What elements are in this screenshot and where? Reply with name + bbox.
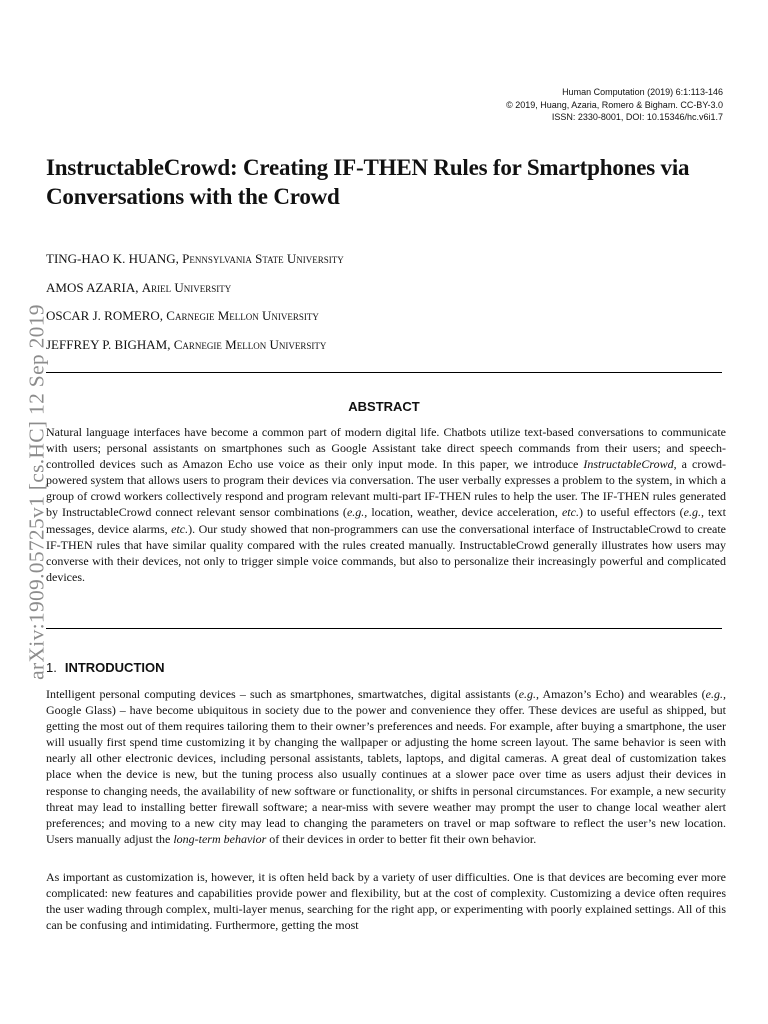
copyright-line: © 2019, Huang, Azaria, Romero & Bigham. CC-BY-3.0: [506, 99, 723, 110]
section-number: 1.: [46, 660, 57, 675]
abstract-text: Natural language interfaces have become a common part of modern digital life. Chatbots utilize text-based conversations to communicate with users; personal assistants on smartphones such as Google Assistant take direct speech commands from their users; and speech-controlled devices such as Amazon Echo use voice as their only input mode. In this paper, we introduce InstructableCrowd, a crowd-powered system that allows users to program their devices via conversation. The user verbally expresses a problem to the system, in which a group of crowd workers collectively respond and program relevant multi-part IF-THEN rules to help the user. The IF-THEN rules generated by InstructableCrowd connect relevant sensor combinations (e.g., location, weather, device acceleration, etc.) to useful effectors (e.g., text messages, device alarms, etc.). Our study showed that non-programmers can use the conversational interface of InstructableCrowd to create IF-THEN rules that have similar quality compared with the rules created manually. InstructableCrowd generally illustrates how users may converse with their devices, not only to trigger simple voice commands, but also to personalize their increasingly powerful and complicated devices.: [46, 425, 727, 584]
author-affiliation: Ariel University: [141, 279, 232, 295]
abstract-heading: ABSTRACT: [348, 399, 420, 414]
author-affiliation: Pennsylvania State University: [182, 251, 344, 266]
author-name: AMOS AZARIA: [46, 279, 136, 295]
author-affiliation: Carnegie Mellon University: [166, 308, 319, 324]
section-title: INTRODUCTION: [64, 660, 165, 675]
author-affiliation: Carnegie Mellon University: [173, 337, 327, 353]
paper-title: InstructableCrowd: Creating IF-THEN Rules for Smartphones via Conversations with the Crowd: [46, 155, 690, 209]
journal-header: [303, 86, 723, 124]
section-heading-introduction: [46, 660, 165, 676]
author-entry: AMOS AZARIA, Ariel University: [46, 279, 232, 295]
journal-citation: Human Computation (2019) 6:1:113-146: [562, 87, 723, 97]
author-list: [46, 252, 646, 367]
author-name: TING-HAO K. HUANG: [46, 251, 176, 266]
author-name: JEFFREY P. BIGHAM: [46, 337, 168, 353]
arxiv-identifier-stamp: arXiv:1909.05725v1 [cs.HC] 12 Sep 2019: [24, 304, 49, 680]
author-name: OSCAR J. ROMERO: [46, 308, 160, 324]
abstract-bottom-rule: [46, 628, 722, 629]
intro-paragraph-1: Intelligent personal computing devices – such as smartphones, smartwatches, digital assistants (e.g., Amazon’s Echo) and wearables (e.g., Google Glass) – have become ubiquitous in society due to the power and convenience they offer. These devices are useful as shipped, but getting the most out of them requires tailoring them to their owner’s preferences and needs. For example, after buying a smartphone, the user will usually first spend time customizing it by changing the wallpaper or adjusting the home screen layout. The same behavior is seen with nearly all other electronic devices, including personal assistants, tablets, laptops, and digital cameras. A great deal of customization takes place when the device is new, but the tuning process also usually continues at a slower pace over time as users adjust their devices in response to changing needs, the availability of new software or functionality, or shifts in personal circumstances. For example, a new security threat may lead to installing better firewall software; a near-miss with severe weather may prompt the user to change local weather alert preferences; and moving to a new city may lead to changing the parameters on travel or map software to reflect the user’s new location. Users manually adjust the long-term behavior of their devices in order to better fit their own behavior.: [46, 687, 726, 846]
author-entry: OSCAR J. ROMERO, Carnegie Mellon University: [46, 308, 319, 324]
issn-doi-line: ISSN: 2330-8001, DOI: 10.15346/hc.v6i1.7: [551, 112, 723, 122]
author-entry: TING-HAO K. HUANG, Pennsylvania State University: [46, 251, 344, 266]
intro-paragraph-2: As important as customization is, however, it is often held back by a variety of user difficulties. One is that devices are becoming ever more complicated: new features and capabilities provide power and flexibility, but at the cost of complexity. Customizing a device often requires the user wading through complex, multi-layer menus, searching for the right app, or experimenting with poorly explained settings. All of this can be confusing and intimidating. Furthermore, getting the most: [46, 870, 726, 933]
abstract-top-rule: [46, 372, 722, 373]
author-entry: JEFFREY P. BIGHAM, Carnegie Mellon University: [46, 337, 327, 353]
